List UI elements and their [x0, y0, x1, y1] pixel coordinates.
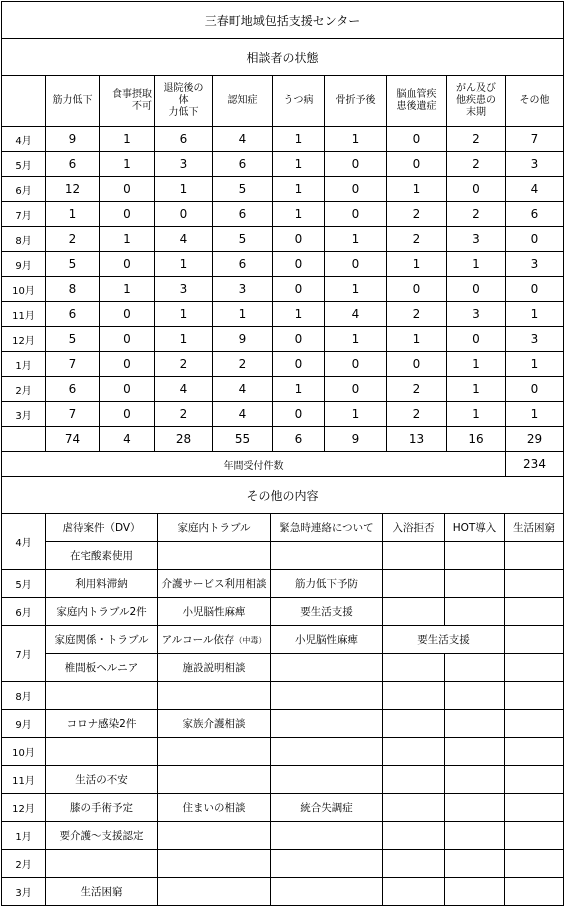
other-item: 要介護～支援認定: [46, 822, 158, 850]
status-row: [2, 252, 564, 277]
other-item: 要生活支援: [383, 626, 505, 654]
value-cell: 0: [506, 227, 564, 252]
month-label: 10月: [2, 738, 46, 766]
other-item: [505, 570, 564, 598]
annual-row: [2, 452, 564, 477]
status-row: [2, 152, 564, 177]
other-row: [2, 570, 564, 598]
value-cell: 6: [46, 302, 100, 327]
value-cell: 6: [213, 152, 273, 177]
column-header: 骨折予後: [325, 76, 387, 127]
value-cell: 1: [325, 127, 387, 152]
value-cell: 2: [155, 352, 213, 377]
other-table: [1, 476, 564, 906]
annual-label: 年間受付件数: [2, 452, 506, 477]
total-cell: 28: [155, 427, 213, 452]
other-item: [445, 822, 505, 850]
value-cell: 1: [387, 327, 447, 352]
other-item: [158, 542, 271, 570]
value-cell: 6: [213, 252, 273, 277]
value-cell: 0: [325, 252, 387, 277]
month-label: 4月: [2, 127, 46, 152]
value-cell: 1: [100, 127, 155, 152]
other-item: [445, 570, 505, 598]
value-cell: 6: [155, 127, 213, 152]
month-label: 9月: [2, 710, 46, 738]
value-cell: 1: [273, 127, 325, 152]
other-item: [505, 626, 564, 654]
value-cell: 1: [506, 302, 564, 327]
total-cell: 55: [213, 427, 273, 452]
value-cell: 0: [325, 152, 387, 177]
other-item: [383, 850, 445, 878]
value-cell: 1: [155, 252, 213, 277]
other-row: [2, 710, 564, 738]
value-cell: 5: [213, 177, 273, 202]
value-cell: 0: [100, 177, 155, 202]
other-row: [2, 514, 564, 542]
month-label: 1月: [2, 822, 46, 850]
value-cell: 0: [325, 177, 387, 202]
column-header: その他: [506, 76, 564, 127]
value-cell: 0: [325, 377, 387, 402]
status-table: [1, 1, 564, 477]
value-cell: 3: [506, 252, 564, 277]
value-cell: 2: [387, 202, 447, 227]
total-cell: 13: [387, 427, 447, 452]
value-cell: 0: [447, 277, 506, 302]
other-item: [505, 682, 564, 710]
value-cell: 1: [325, 277, 387, 302]
other-item: [445, 738, 505, 766]
value-cell: 0: [273, 252, 325, 277]
month-label: 5月: [2, 570, 46, 598]
value-cell: 0: [273, 277, 325, 302]
value-cell: 1: [155, 177, 213, 202]
value-cell: 1: [273, 302, 325, 327]
month-label: 3月: [2, 402, 46, 427]
month-label: 3月: [2, 878, 46, 906]
other-item: HOT導入: [445, 514, 505, 542]
header-blank: [2, 76, 46, 127]
value-cell: 4: [213, 402, 273, 427]
other-item: [505, 850, 564, 878]
other-item: 膝の手術予定: [46, 794, 158, 822]
value-cell: 0: [100, 377, 155, 402]
month-label: 8月: [2, 682, 46, 710]
month-label: 11月: [2, 302, 46, 327]
other-item: [271, 738, 383, 766]
column-header: うつ病: [273, 76, 325, 127]
other-item: [445, 598, 505, 626]
value-cell: 1: [155, 302, 213, 327]
other-row: [2, 766, 564, 794]
other-item: [383, 738, 445, 766]
value-cell: 0: [387, 352, 447, 377]
other-item: [505, 738, 564, 766]
other-item: 要生活支援: [271, 598, 383, 626]
value-cell: 0: [506, 277, 564, 302]
value-cell: 1: [506, 402, 564, 427]
value-cell: 0: [447, 177, 506, 202]
column-header: 退院後の 体 力低下: [155, 76, 213, 127]
value-cell: 0: [273, 227, 325, 252]
other-item: 筋力低下予防: [271, 570, 383, 598]
other-item: [158, 766, 271, 794]
other-row: [2, 738, 564, 766]
other-item: 在宅酸素使用: [46, 542, 158, 570]
status-row: [2, 352, 564, 377]
other-item: [271, 766, 383, 794]
other-item: [158, 850, 271, 878]
status-row: [2, 302, 564, 327]
value-cell: 2: [155, 402, 213, 427]
month-label: 6月: [2, 598, 46, 626]
other-row: [2, 794, 564, 822]
value-cell: 2: [387, 402, 447, 427]
value-cell: 0: [100, 352, 155, 377]
month-label: 5月: [2, 152, 46, 177]
month-label: 2月: [2, 850, 46, 878]
totals-row: [2, 427, 564, 452]
value-cell: 0: [100, 402, 155, 427]
value-cell: 1: [155, 327, 213, 352]
column-header: 食事摂取 不可: [100, 76, 155, 127]
value-cell: 7: [46, 352, 100, 377]
value-cell: 5: [46, 327, 100, 352]
value-cell: 0: [100, 327, 155, 352]
other-item: 小児脳性麻痺: [271, 626, 383, 654]
value-cell: 1: [273, 202, 325, 227]
value-cell: 6: [213, 202, 273, 227]
value-cell: 6: [46, 377, 100, 402]
other-item: [445, 682, 505, 710]
other-item: [445, 794, 505, 822]
value-cell: 1: [100, 152, 155, 177]
other-section-heading: その他の内容: [2, 477, 564, 514]
other-item: [383, 710, 445, 738]
total-cell: 6: [273, 427, 325, 452]
other-item: [271, 654, 383, 682]
other-item: 生活の不安: [46, 766, 158, 794]
other-item: [271, 878, 383, 906]
value-cell: 3: [155, 277, 213, 302]
other-row: [2, 878, 564, 906]
annual-total: 234: [506, 452, 564, 477]
month-label: 6月: [2, 177, 46, 202]
value-cell: 3: [155, 152, 213, 177]
value-cell: 1: [447, 377, 506, 402]
status-section-heading: 相談者の状態: [2, 39, 564, 76]
other-item: [46, 850, 158, 878]
value-cell: 7: [506, 127, 564, 152]
other-item: [271, 850, 383, 878]
other-row: [2, 542, 564, 570]
value-cell: 1: [213, 302, 273, 327]
other-item: 虐待案件（DV）: [46, 514, 158, 542]
page-title: 三春町地域包括支援センター: [2, 2, 564, 39]
value-cell: 4: [213, 377, 273, 402]
totals-blank: [2, 427, 46, 452]
month-label: 11月: [2, 766, 46, 794]
month-label: 4月: [2, 514, 46, 570]
month-label: 7月: [2, 202, 46, 227]
value-cell: 1: [387, 252, 447, 277]
value-cell: 1: [273, 377, 325, 402]
other-item: [445, 542, 505, 570]
other-item: コロナ感染2件: [46, 710, 158, 738]
other-item: [383, 794, 445, 822]
other-item-note: （中毒）: [234, 636, 267, 645]
column-header: 筋力低下: [46, 76, 100, 127]
value-cell: 0: [100, 202, 155, 227]
month-label: 1月: [2, 352, 46, 377]
other-item: [505, 710, 564, 738]
other-item: [158, 682, 271, 710]
other-row: [2, 682, 564, 710]
status-row: [2, 377, 564, 402]
other-item: [505, 598, 564, 626]
other-item: 家庭内トラブル: [158, 514, 271, 542]
status-row: [2, 227, 564, 252]
other-item: [505, 822, 564, 850]
month-label: 12月: [2, 327, 46, 352]
value-cell: 4: [325, 302, 387, 327]
other-item: [383, 822, 445, 850]
value-cell: 12: [46, 177, 100, 202]
value-cell: 4: [155, 377, 213, 402]
other-item: [383, 598, 445, 626]
value-cell: 0: [447, 327, 506, 352]
value-cell: 3: [506, 327, 564, 352]
other-item: 施設説明相談: [158, 654, 271, 682]
value-cell: 2: [387, 227, 447, 252]
value-cell: 0: [100, 252, 155, 277]
other-row: [2, 626, 564, 654]
value-cell: 1: [447, 252, 506, 277]
value-cell: 2: [387, 377, 447, 402]
other-row: [2, 598, 564, 626]
value-cell: 3: [447, 227, 506, 252]
column-header: 認知症: [213, 76, 273, 127]
other-item: [445, 654, 505, 682]
other-item: [383, 682, 445, 710]
value-cell: 2: [213, 352, 273, 377]
other-item: 家族介護相談: [158, 710, 271, 738]
other-item: [158, 738, 271, 766]
total-cell: 74: [46, 427, 100, 452]
report-sheet: [1, 1, 564, 906]
value-cell: 1: [325, 227, 387, 252]
value-cell: 0: [325, 352, 387, 377]
value-cell: 0: [325, 202, 387, 227]
other-item: 小児脳性麻痺: [158, 598, 271, 626]
value-cell: 1: [387, 177, 447, 202]
other-item: [383, 766, 445, 794]
other-item: [505, 766, 564, 794]
status-row: [2, 202, 564, 227]
status-row: [2, 127, 564, 152]
month-label: 8月: [2, 227, 46, 252]
other-item: 利用料滞納: [46, 570, 158, 598]
value-cell: 2: [46, 227, 100, 252]
total-cell: 4: [100, 427, 155, 452]
value-cell: 4: [506, 177, 564, 202]
other-item: [383, 570, 445, 598]
other-item: [505, 878, 564, 906]
month-label: 10月: [2, 277, 46, 302]
value-cell: 0: [100, 302, 155, 327]
other-item: [383, 542, 445, 570]
other-item: 椎間板ヘルニア: [46, 654, 158, 682]
other-item: [271, 682, 383, 710]
total-cell: 16: [447, 427, 506, 452]
value-cell: 0: [155, 202, 213, 227]
value-cell: 0: [506, 377, 564, 402]
value-cell: 6: [506, 202, 564, 227]
value-cell: 9: [46, 127, 100, 152]
other-item: [158, 878, 271, 906]
value-cell: 1: [506, 352, 564, 377]
value-cell: 0: [387, 277, 447, 302]
value-cell: 6: [46, 152, 100, 177]
other-item-text: アルコール依存: [161, 634, 235, 646]
value-cell: 0: [273, 352, 325, 377]
value-cell: 1: [447, 352, 506, 377]
value-cell: 0: [273, 402, 325, 427]
value-cell: 5: [213, 227, 273, 252]
other-item: 住まいの相談: [158, 794, 271, 822]
total-cell: 9: [325, 427, 387, 452]
other-item: [505, 542, 564, 570]
other-item: [445, 766, 505, 794]
other-item: 生活困窮: [46, 878, 158, 906]
value-cell: 0: [387, 152, 447, 177]
value-cell: 1: [325, 402, 387, 427]
other-item: [445, 850, 505, 878]
value-cell: 4: [213, 127, 273, 152]
month-label: 12月: [2, 794, 46, 822]
other-item: [445, 710, 505, 738]
value-cell: 1: [325, 327, 387, 352]
value-cell: 3: [506, 152, 564, 177]
other-item: [158, 626, 271, 654]
other-row: [2, 654, 564, 682]
month-label: 9月: [2, 252, 46, 277]
other-item: 入浴拒否: [383, 514, 445, 542]
status-row: [2, 402, 564, 427]
value-cell: 1: [46, 202, 100, 227]
value-cell: 1: [447, 402, 506, 427]
other-item: [158, 822, 271, 850]
other-item: [271, 822, 383, 850]
other-item: [505, 654, 564, 682]
other-item: 家庭関係・トラブル: [46, 626, 158, 654]
value-cell: 1: [273, 152, 325, 177]
other-item: [505, 794, 564, 822]
value-cell: 2: [447, 127, 506, 152]
value-cell: 9: [213, 327, 273, 352]
value-cell: 0: [387, 127, 447, 152]
status-header-row: [2, 76, 564, 127]
column-header: 脳血管疾 患後遺症: [387, 76, 447, 127]
other-item: [46, 738, 158, 766]
other-item: 統合失調症: [271, 794, 383, 822]
other-item: 介護サービス利用相談: [158, 570, 271, 598]
other-item: [271, 542, 383, 570]
value-cell: 2: [387, 302, 447, 327]
other-item: 緊急時連絡について: [271, 514, 383, 542]
value-cell: 5: [46, 252, 100, 277]
value-cell: 1: [273, 177, 325, 202]
other-item: [383, 654, 445, 682]
value-cell: 3: [447, 302, 506, 327]
other-item: [445, 878, 505, 906]
other-item: [46, 682, 158, 710]
value-cell: 7: [46, 402, 100, 427]
value-cell: 3: [213, 277, 273, 302]
total-cell: 29: [506, 427, 564, 452]
other-item: 生活困窮: [505, 514, 564, 542]
other-row: [2, 822, 564, 850]
value-cell: 2: [447, 152, 506, 177]
column-header: がん及び 他疾患の 末期: [447, 76, 506, 127]
status-row: [2, 277, 564, 302]
other-row: [2, 850, 564, 878]
value-cell: 1: [100, 227, 155, 252]
status-row: [2, 177, 564, 202]
value-cell: 2: [447, 202, 506, 227]
value-cell: 8: [46, 277, 100, 302]
value-cell: 1: [100, 277, 155, 302]
value-cell: 0: [273, 327, 325, 352]
month-label: 2月: [2, 377, 46, 402]
other-item: 家庭内トラブル2件: [46, 598, 158, 626]
status-row: [2, 327, 564, 352]
other-item: [383, 878, 445, 906]
month-label: 7月: [2, 626, 46, 682]
other-item: [271, 710, 383, 738]
value-cell: 4: [155, 227, 213, 252]
